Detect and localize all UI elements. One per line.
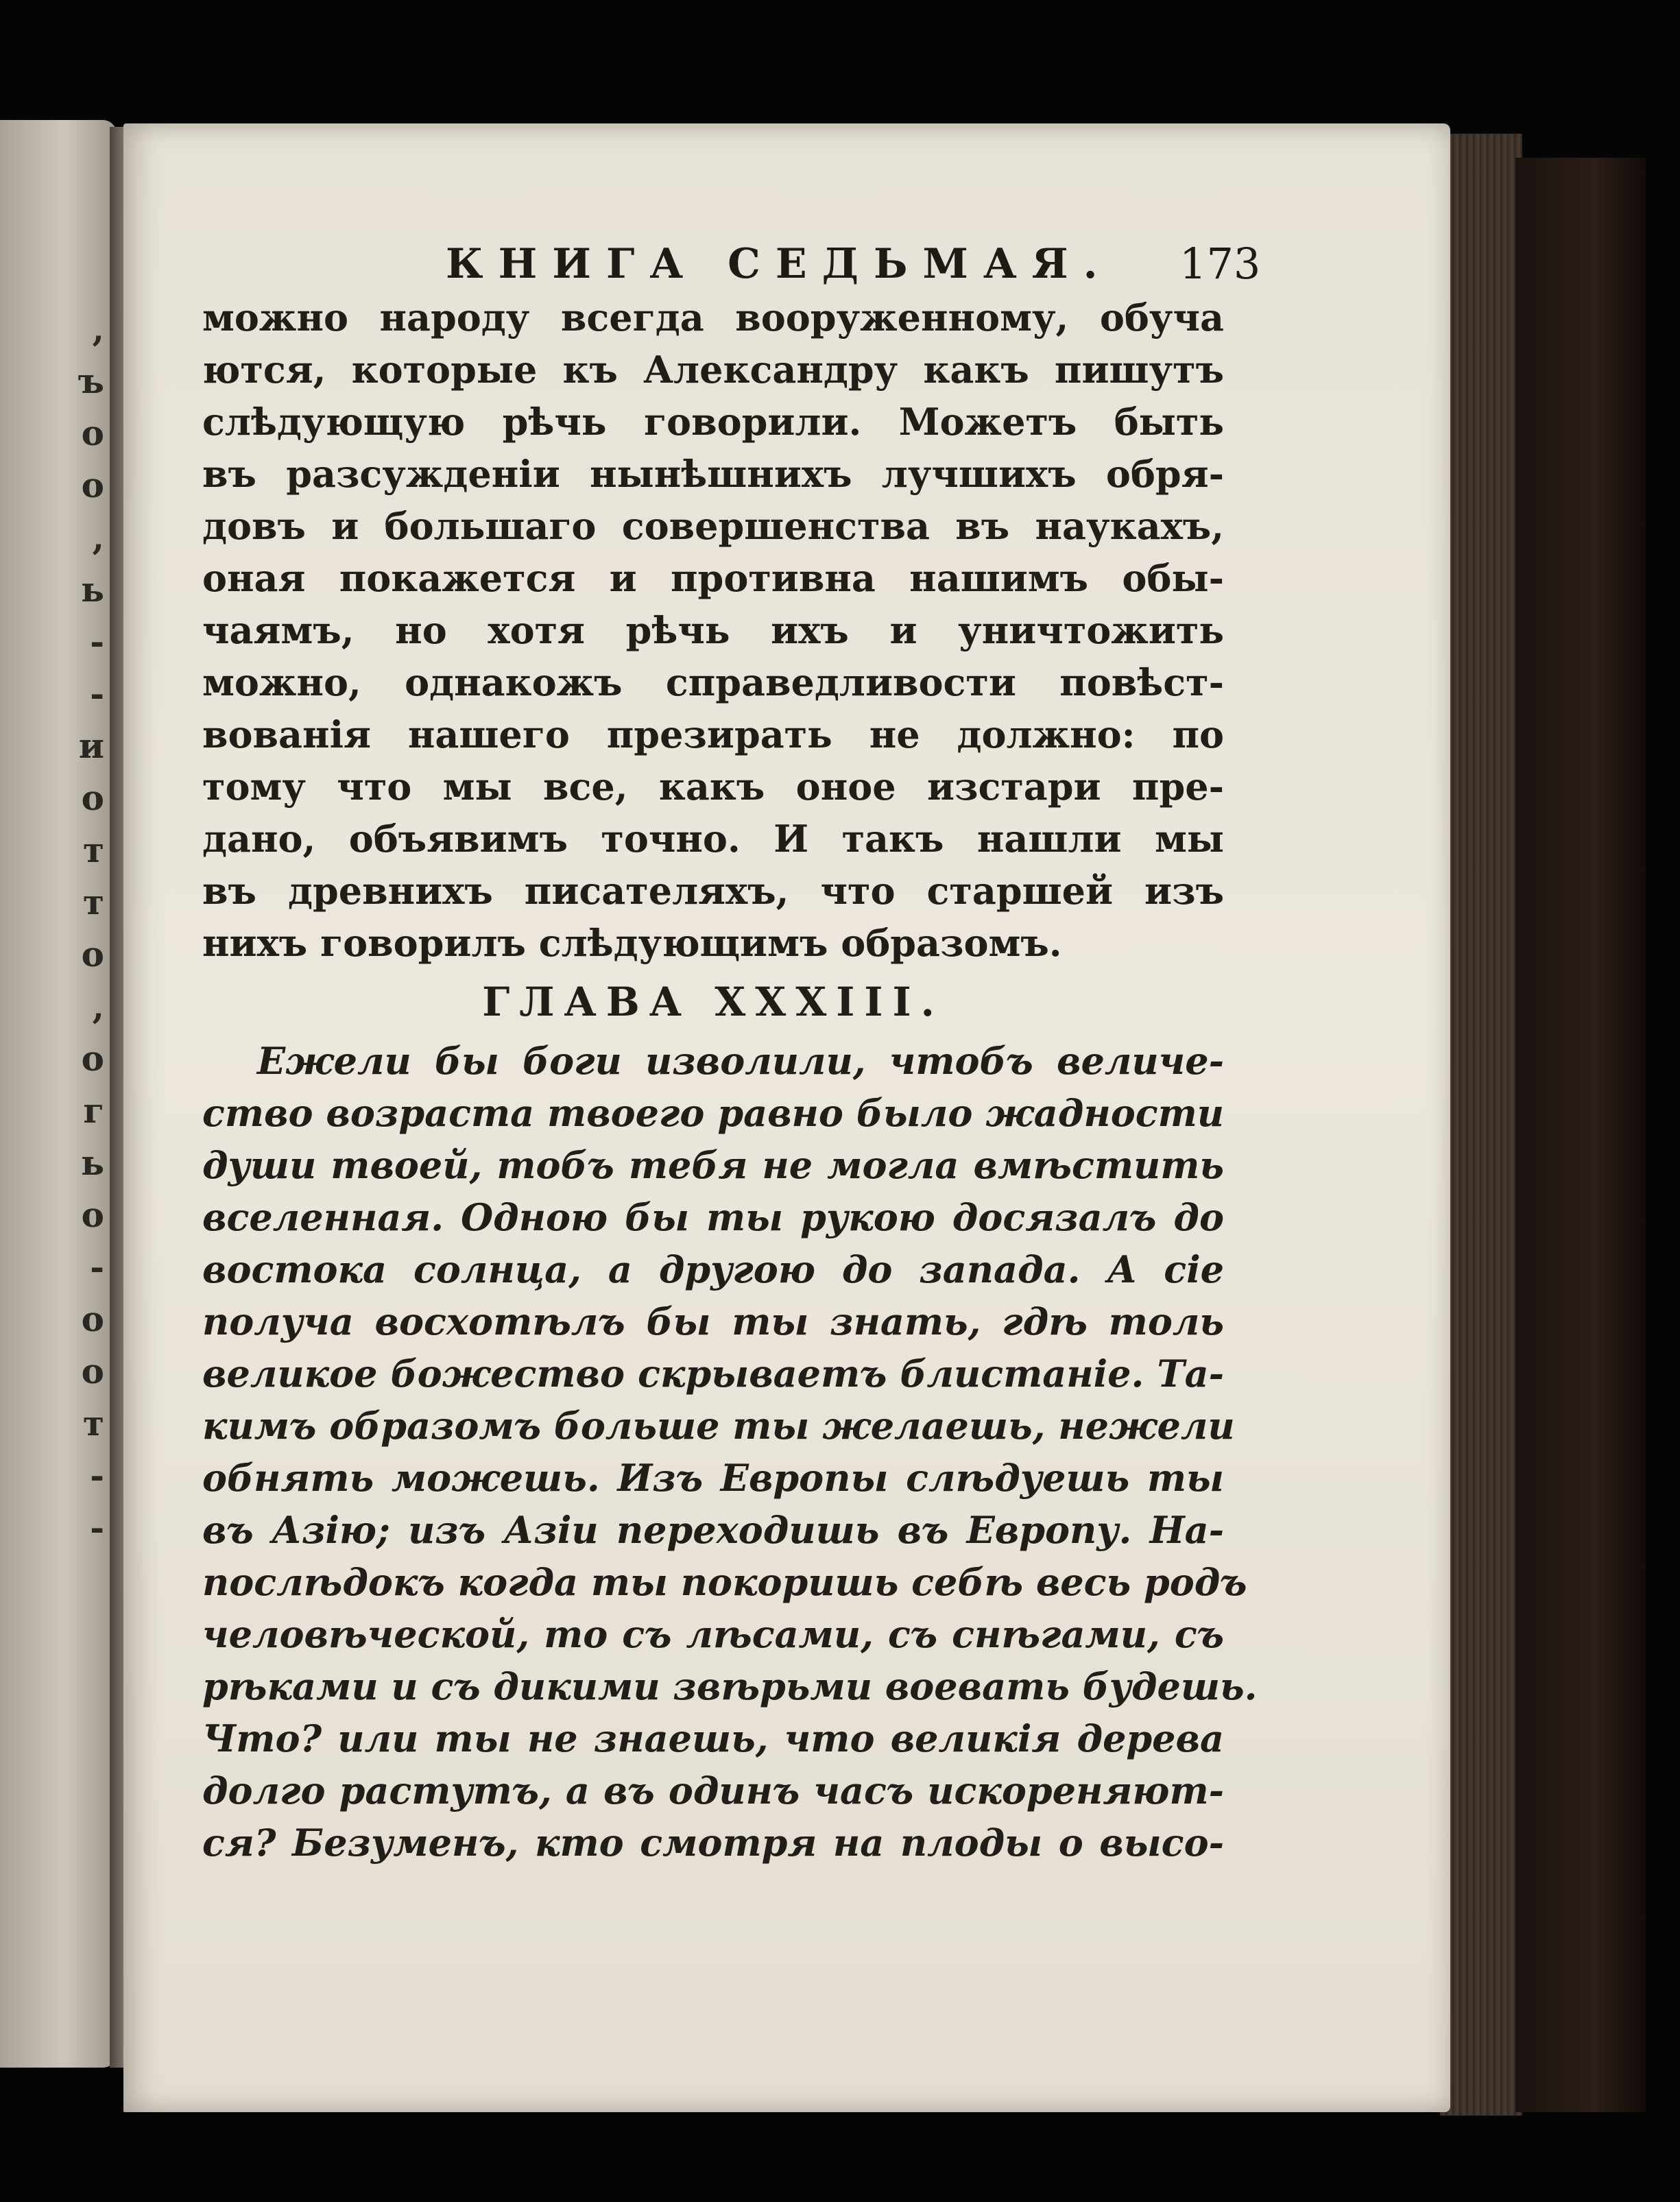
chapter-text-line: ство возраста твоего равно было жадности: [202, 1091, 1224, 1135]
chapter-heading: ГЛАВА XXXIII.: [482, 979, 944, 1025]
text-line: въ древнихъ писателяхъ, что старшей изъ: [202, 869, 1224, 913]
text-line: дано, объявимъ точно. И такъ нашли мы: [202, 817, 1224, 861]
edge-character: -: [90, 673, 104, 714]
page-text: [202, 291, 1258, 1869]
edge-character: ь: [81, 1142, 104, 1183]
edge-character: о: [81, 1038, 104, 1079]
text-line: можно народу всегда вооруженному, обуча: [202, 296, 1224, 339]
edge-character: т: [83, 830, 104, 870]
running-head: [123, 233, 1450, 295]
edge-character: о: [81, 934, 104, 974]
body-paragraph: [202, 291, 1224, 969]
edge-character: ,: [92, 517, 104, 558]
edge-character: ,: [92, 986, 104, 1027]
chapter-text-line: великое божество скрываетъ блистаніе. Та-: [202, 1352, 1224, 1396]
text-line: нихъ говорилъ слѣдующимъ образомъ.: [202, 921, 1062, 965]
edge-character: т: [83, 1403, 104, 1444]
edge-character: ь: [81, 569, 104, 610]
text-line: ются, которые къ Александру какъ пишутъ: [202, 348, 1224, 392]
edge-character: о: [81, 1299, 104, 1339]
edge-character: ъ: [77, 361, 104, 401]
text-line: тому что мы все, какъ оное изстари пре-: [202, 765, 1224, 809]
text-line: чаямъ, но хотя рѣчь ихъ и уничтожить: [202, 608, 1224, 652]
text-line: вованія нашего презирать не должно: по: [202, 713, 1224, 756]
chapter-text-line: въ Азію; изъ Азіи переходишь въ Европу. На-: [202, 1508, 1224, 1552]
text-line: въ разсужденіи нынѣшнихъ лучшихъ обря-: [202, 452, 1224, 496]
chapter-text-line: человѣческой, то съ лѣсами, съ снѣгами, съ: [202, 1612, 1224, 1656]
edge-character: -: [90, 1455, 104, 1496]
edge-character: т: [83, 882, 104, 922]
edge-character: -: [90, 1247, 104, 1287]
edge-character: г: [83, 1090, 104, 1131]
text-line: можно, однакожъ справедливости повѣст-: [202, 660, 1224, 704]
chapter-text-line: востока солнца, а другою до запада. А сіе: [202, 1247, 1224, 1291]
edge-character: о: [81, 1195, 104, 1235]
text-line: слѣдующую рѣчь говорили. Можетъ быть: [202, 400, 1224, 444]
chapter-text-line: Что? или ты не знаешь, что великія дерева: [202, 1716, 1224, 1760]
edge-character: о: [81, 465, 104, 505]
text-line: оная покажется и противна нашимъ обы-: [202, 556, 1224, 600]
book-cover-edge: [1515, 158, 1646, 2112]
chapter-text-line: рѣками и съ дикими звѣрьми воевать будешь.: [202, 1664, 1258, 1708]
running-head-title: КНИГА СЕДЬМАЯ.: [446, 240, 1113, 288]
edge-character: -: [90, 621, 104, 662]
chapter-text-line: долго растутъ, а въ одинъ часъ искореняют-: [202, 1769, 1224, 1812]
edge-character: о: [81, 778, 104, 818]
edge-character: ,: [92, 309, 104, 349]
edge-character: о: [81, 413, 104, 453]
chapter-text-line: обнять можешь. Изъ Европы слѣдуешь ты: [202, 1456, 1224, 1500]
previous-page-edge: [0, 120, 117, 2068]
chapter-text-line: вселенная. Одною бы ты рукою досязалъ до: [202, 1195, 1224, 1239]
chapter-text-line: получа восхотѣлъ бы ты знать, гдѣ толь: [202, 1300, 1224, 1343]
edge-character: и: [78, 726, 104, 766]
text-line: довъ и большаго совершенства въ наукахъ,: [202, 504, 1224, 548]
chapter-text-line: послѣдокъ когда ты покоришь себѣ весь родъ: [202, 1560, 1247, 1604]
chapter-text-line: ся? Безуменъ, кто смотря на плоды о высо-: [202, 1821, 1224, 1865]
chapter-text-line: кимъ образомъ больше ты желаешь, нежели: [202, 1404, 1235, 1448]
chapter-paragraph: [202, 1035, 1258, 1869]
edge-character: -: [90, 1507, 104, 1548]
chapter-text-line: души твоей, тобъ тебя не могла вмѣстить: [202, 1143, 1224, 1187]
page-stack-edge: [1440, 134, 1522, 2116]
previous-page-edge-text: [0, 120, 117, 2068]
page-number: 173: [1179, 239, 1261, 289]
chapter-text-line: Ежели бы боги изволили, чтобъ величе-: [257, 1039, 1224, 1083]
edge-character: о: [81, 1351, 104, 1391]
